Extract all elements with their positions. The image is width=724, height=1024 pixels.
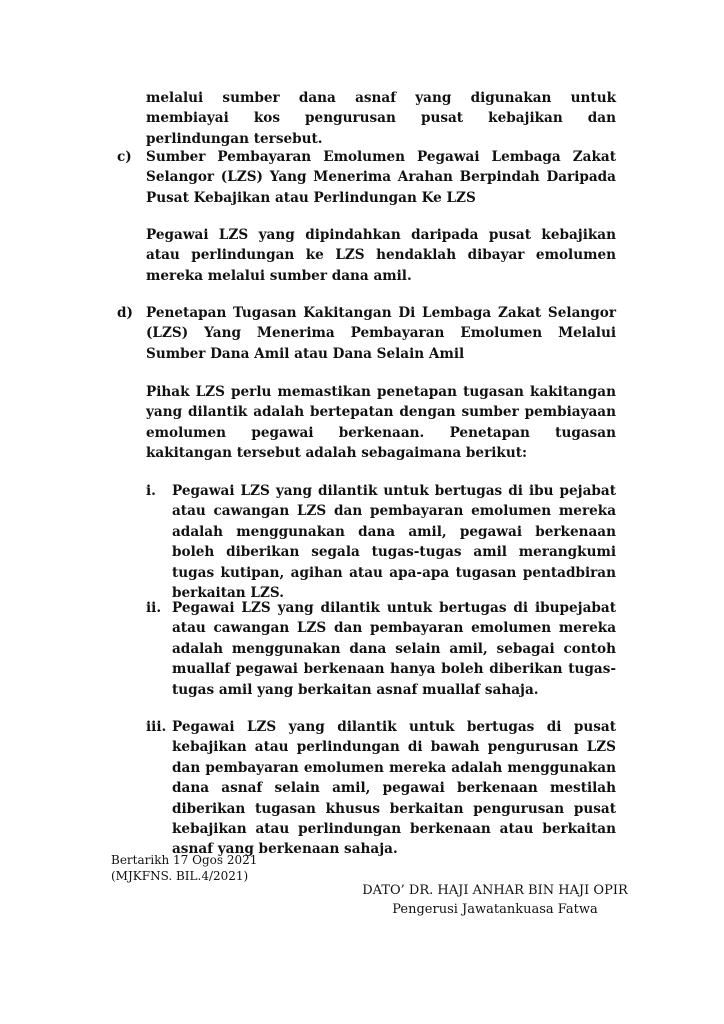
list-item-text: Pegawai LZS yang dilantik untuk bertugas di ibu pejabat atau cawangan LZS dan pembayaran emolumen mereka adalah menggunakan dana amil, pegawai berkenaan boleh diberikan segala tugas-tugas amil merangkumi tugas kutipan, agihan atau apa-apa tugasan pentadbiran berkaitan LZS.	[172, 483, 616, 602]
footer-reference: (MJKFNS. BIL.4/2021)	[111, 869, 249, 883]
footer-date: Bertarikh 17 Ogos 2021	[111, 853, 258, 867]
section-d-body: Pihak LZS perlu memastikan penetapan tugasan kakitangan yang dilantik adalah bertepatan dengan sumber pembiayaan emolumen pegawai berkenaan. Penetapan tugasan kakitangan tersebut adalah sebagaimana berikut:	[146, 384, 616, 462]
section-c-body: Pegawai LZS yang dipindahkan daripada pusat kebajikan atau perlindungan ke LZS hendaklah dibayar emolumen mereka melalui sumber dana amil.	[146, 227, 616, 284]
section-c-marker: c)	[117, 149, 132, 165]
section-c-heading: Sumber Pembayaran Emolumen Pegawai Lembaga Zakat Selangor (LZS) Yang Menerima Arahan Berpindah Daripada Pusat Kebajikan atau Perlindungan Ke LZS	[146, 149, 616, 206]
list-item-marker: iii.	[146, 719, 167, 735]
list-item-marker: i.	[146, 483, 156, 499]
section-d-heading: Penetapan Tugasan Kakitangan Di Lembaga Zakat Selangor (LZS) Yang Menerima Pembayaran Emolumen Melalui Sumber Dana Amil atau Dana Selain Amil	[146, 305, 616, 362]
list-item-text: Pegawai LZS yang dilantik untuk bertugas di ibupejabat atau cawangan LZS dan pembayaran emolumen mereka adalah menggunakan dana selain amil, sebagai contoh muallaf pegawai berkenaan hanya boleh diberikan tugas-tugas amil yang berkaitan asnaf muallaf sahaja.	[172, 600, 616, 698]
signature-name: DATO’ DR. HAJI ANHAR BIN HAJI OPIR	[362, 883, 628, 898]
section-d-marker: d)	[117, 305, 133, 321]
signature-title: Pengerusi Jawatankuasa Fatwa	[392, 902, 598, 917]
continuation-paragraph: melalui sumber dana asnaf yang digunakan untuk membiayai kos pengurusan pusat kebajikan dan perlindungan tersebut.	[146, 90, 616, 147]
list-item-marker: ii.	[146, 600, 162, 616]
list-item-text: Pegawai LZS yang dilantik untuk bertugas di pusat kebajikan atau perlindungan di bawah pengurusan LZS dan pembayaran emolumen mereka adalah menggunakan dana asnaf selain amil, pegawai berkenaan mestilah diberikan tugasan khusus berkaitan pengurusan pusat kebajikan atau perlindungan berkenaan atau berkaitan asnaf yang berkenaan sahaja.	[172, 719, 616, 858]
